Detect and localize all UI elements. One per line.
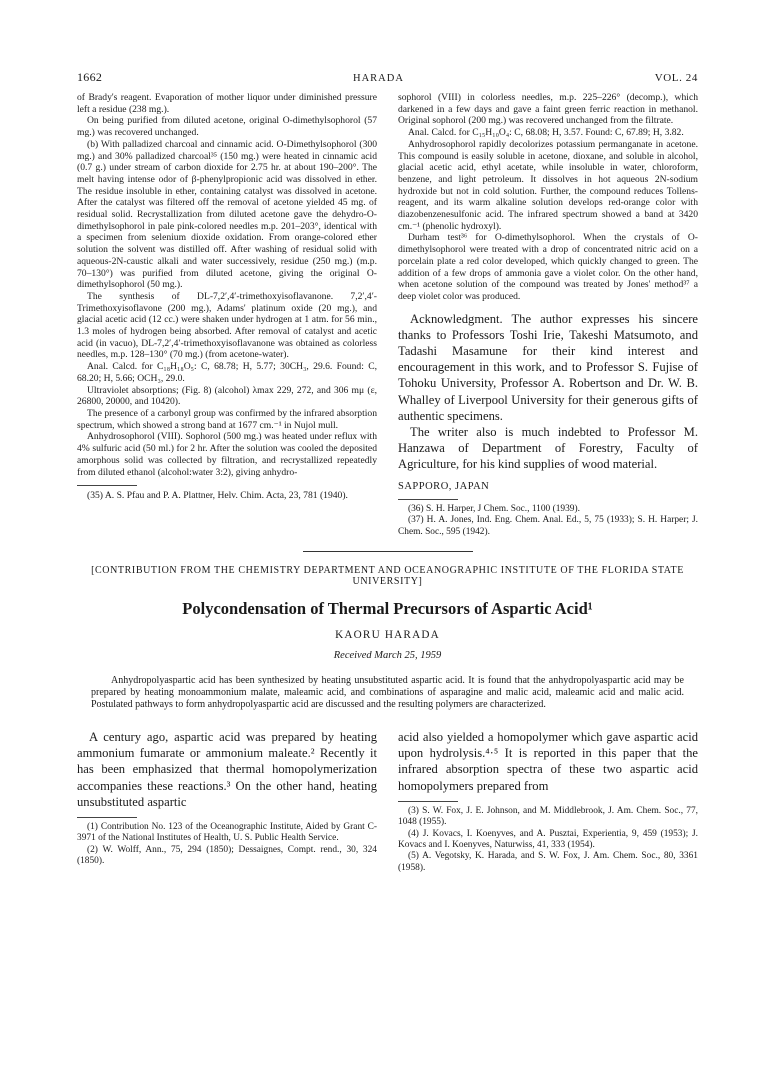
previous-article-columns — [77, 92, 698, 538]
paragraph: Anhydrosophorol rapidly decolorizes potassium permanganate in acetone. This compound is easily soluble in acetone, dioxane, and soluble in alcohol, glacial acetic acid, ethyl acetate, while insoluble in water, chloroform, benzene, and light petroleum. It dissolves in hot aqueous 2N-sodium hydroxide but not in cold solution. Further, the compound reduces Tollens-reagent, and its warm alkaline solution develops red-orange color with diazobenzenesulfonic acid. The infrared spectrum showed a band at 3420 cm.⁻¹ (phenolic hydroxyl). — [398, 138, 698, 232]
body-paragraph: acid also yielded a homopolymer which gave aspartic acid upon hydrolysis.⁴·⁵ It is reported in this paper that the infrared absorption spectra of these two aspartic acid homopolymers prepared from — [398, 729, 698, 793]
paragraph: sophorol (VIII) in colorless needles, m.p. 225–226° (decomp.), which darkened in a few days and gave a faint green ferric reaction in methanol. Original sophorol (200 mg.) was recovered unchanged from the filtrate. — [398, 92, 698, 127]
footnote-rule — [398, 499, 458, 500]
footnote: (2) W. Wolff, Ann., 75, 294 (1850); Dessaignes, Compt. rend., 30, 324 (1850). — [77, 844, 377, 867]
footnote: (37) H. A. Jones, Ind. Eng. Chem. Anal. Ed., 5, 75 (1933); S. H. Harper; J. Chem. Soc., 595 (1942). — [398, 515, 698, 537]
article-title: Polycondensation of Thermal Precursors of Aspartic Acid¹ — [182, 598, 593, 618]
article-body-columns — [77, 729, 698, 874]
body-left-column — [77, 729, 377, 874]
author-location: SAPPORO, JAPAN — [398, 480, 490, 492]
footnote: (36) S. H. Harper, J Chem. Soc., 1100 (1939). — [408, 503, 580, 514]
left-column — [77, 92, 377, 538]
right-column — [398, 92, 698, 538]
article-author: KAORU HARADA — [335, 628, 440, 641]
paragraph: The presence of a carbonyl group was confirmed by the infrared absorption spectrum, which showed a strong band at 1677 cm.⁻¹ in Nujol mull. — [77, 407, 377, 431]
paragraph: (b) With palladized charcoal and cinnamic acid. O-Dimethylsophorol (300 mg.) and 30% palladized charcoal³⁵ (150 mg.) were heated in cinnamic acid (0.7 g.) under stream of carbon dioxide for 2.75 hr. at about 190–200°. The melt having intense odor of β-phenylpropionic acid was dissolved in ether. The residue insoluble in ether, containing catalyst was dissolved in acetone. After the catalyst was filtered off the removal of acetone yielded 45 mg. of residual solid. Recrystallization from diluted acetone gave the dehydro-O-dimethylsophorol in pale pink-colored needles m.p. 201–203°, identical with a specimen from selenium dioxide oxidation. From orange-colored ether solution the solvent was distilled off. After washing of residual solid with aqueous-2N-caustic alkali and water successively, residue (250 mg.) (m.p. 70–130°) was purified from diluted acetone, giving the original O-dimethylsophorol (50 mg.). — [77, 138, 377, 291]
paragraph: Anal. Calcd. for C₁₈H₁₈O₅: C, 68.78; H, 5.77; 30CH₃, 29.6. Found: C, 68.20; H, 5.66; OCH₃, 29.0. — [77, 361, 377, 384]
acknowledgment-paragraph: Acknowledgment. The author expresses his sincere thanks to Professors Toshi Irie, Takeshi Matsumoto, and Tadashi Masamune for their kind interest and encouragement in this work, and to Professor S. Fujise of Tohoku University, Professor A. Robertson and Dr. W. B. Whalley of Liverpool University for their generous gifts of authentic specimens. — [398, 311, 698, 423]
footnote: (1) Contribution No. 123 of the Oceanographic Institute, Aided by Grant C-3971 of the National Institutes of Health, U. S. Public Health Service. — [77, 821, 377, 844]
paragraph: Anal. Calcd. for C₁₅H₁₀O₄: C, 68.08; H, 3.57. Found: C, 67.89; H, 3.82. — [408, 127, 684, 139]
footnote-rule — [398, 801, 458, 802]
footnote: (5) A. Vegotsky, K. Harada, and S. W. Fox, J. Am. Chem. Soc., 80, 3361 (1958). — [398, 851, 698, 873]
volume-label: VOL. 24 — [654, 72, 698, 84]
paragraph: Ultraviolet absorptions; (Fig. 8) (alcohol) λmax 229, 272, and 306 mμ (ε, 26800, 20000, and 10420). — [77, 384, 377, 408]
footnote: (3) S. W. Fox, J. E. Johnson, and M. Middlebrook, J. Am. Chem. Soc., 77, 1048 (1955). — [398, 805, 698, 828]
article-separator — [303, 551, 473, 552]
paragraph: Durham test³⁶ for O-dimethylsophorol. When the crystals of O-dimethylsophorol were treated with a drop of concentrated nitric acid on a porcelain plate a red color developed, which quickly changed to green. The addition of a few drops of ammonia gave a violet color. On the other hand, when acetone solution of the compound was treated by Jones' method³⁷ a deep violet color was produced. — [398, 232, 698, 302]
body-paragraph: A century ago, aspartic acid was prepared by heating ammonium fumarate or ammonium maleate.² Recently it has been emphasized that thermal homopolymerization accompanies these reactions.³ On the other hand, heating unsubstituted aspartic — [77, 729, 377, 809]
paragraph: Anhydrosophorol (VIII). Sophorol (500 mg.) was heated under reflux with 4% sulfuric acid (50 ml.) for 2 hr. After the solution was cooled the deposited amorphous solid was collected by filtration, and recrystallized repeatedly from diluted ethanol (alcohol:water 3:2), giving anhydro- — [77, 431, 377, 478]
paragraph: The synthesis of DL-7,2′,4′-trimethoxyisoflavanone. 7,2′,4′-Trimethoxyisoflavone (200 mg.), Adams' platinum oxide (20 mg.), and glacial acetic acid (12 cc.) were shaken under hydrogen at 1 atm. for 56 min., 1.3 moles of hydrogen being absorbed. After removal of catalyst and acetic acid (in vacuo), DL-7,2′,4′-trimethoxyisoflavanone was obtained as colorless needles, m.p. 128–130° (70 mg.) (from acetone-water). — [77, 290, 377, 361]
running-header — [77, 70, 698, 92]
acknowledgment-paragraph: The writer also is much indebted to Professor M. Hanzawa of Department of Forestry, Faculty of Agriculture, for his kind supplies of wood material. — [398, 425, 698, 472]
running-title: HARADA — [352, 73, 404, 84]
footnote-rule — [77, 485, 137, 486]
footnote: (4) J. Kovacs, I. Koenyves, and A. Pusztai, Experientia, 9, 459 (1953); J. Kovacs and I. Koenyves, Naturwiss, 41, 333 (1954). — [398, 828, 698, 850]
contribution-line: [CONTRIBUTION FROM THE CHEMISTRY DEPARTMENT AND OCEANOGRAPHIC INSTITUTE OF THE FLORIDA STATE UNIVERSITY] — [91, 564, 684, 587]
received-date: Received March 25, 1959 — [333, 649, 442, 661]
paragraph: of Brady's reagent. Evaporation of mother liquor under diminished pressure left a residue (238 mg.). — [77, 92, 377, 115]
footnote-rule — [77, 817, 137, 818]
footnote: (35) A. S. Pfau and P. A. Plattner, Helv. Chim. Acta, 23, 781 (1940). — [87, 490, 348, 502]
body-right-column — [398, 729, 698, 874]
abstract: Anhydropolyaspartic acid has been synthesized by heating unsubstituted aspartic acid. It is found that the anhydropolyaspartic acid may be prepared by heating monoammonium malate, maleamic acid, and combinations of asparagine and malic acid, maleamic acid and malic acid. Postulated pathways to form anhydropolyaspartic acid are discussed and the resulting polymers are characterized. — [91, 674, 684, 710]
paragraph: On being purified from diluted acetone, original O-dimethylsophorol (57 mg.) was recovered unchanged. — [77, 115, 377, 139]
page-number: 1662 — [77, 70, 103, 84]
acknowledgment-section — [398, 311, 698, 473]
